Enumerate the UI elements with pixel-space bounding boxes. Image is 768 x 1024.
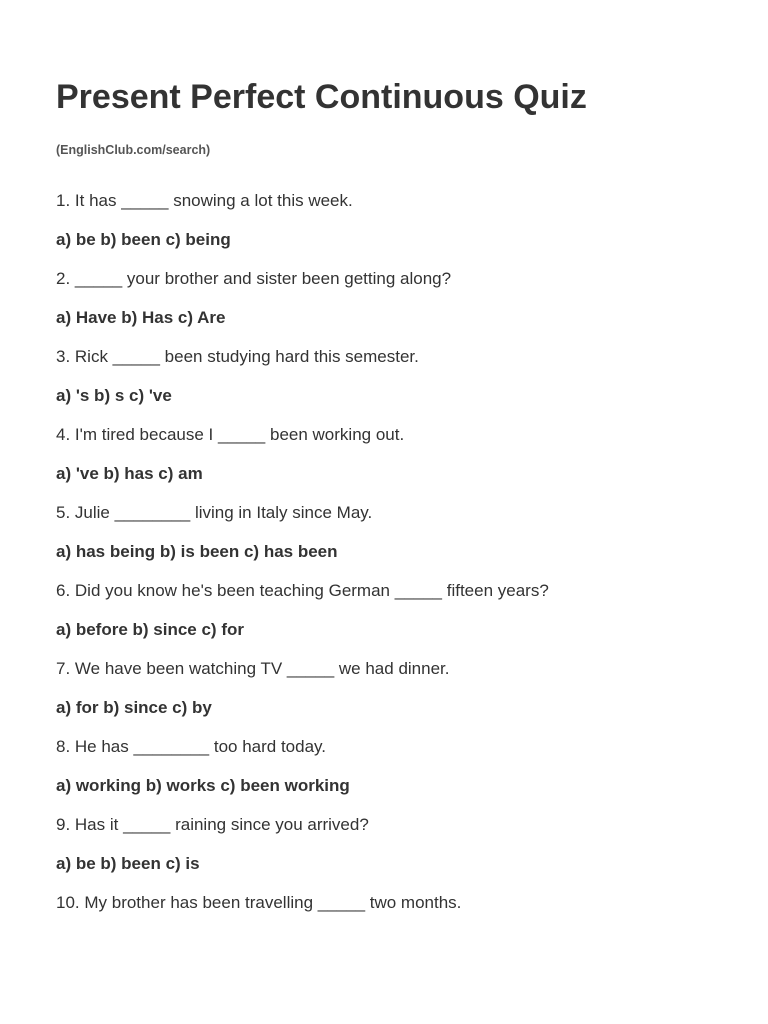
answer-options: a) 've b) has c) am [56, 464, 203, 483]
question-item-4 [56, 424, 736, 485]
answer-options: a) 's b) s c) 've [56, 386, 172, 405]
question-text: 9. Has it _____ raining since you arrived? [56, 815, 369, 834]
question-text: 6. Did you know he's been teaching German _____ fifteen years? [56, 581, 549, 600]
question-text: 7. We have been watching TV _____ we had dinner. [56, 659, 450, 678]
question-item-5 [56, 502, 736, 563]
answer-options: a) working b) works c) been working [56, 776, 350, 795]
question-text: 2. _____ your brother and sister been getting along? [56, 269, 452, 288]
question-item-2 [56, 268, 736, 329]
question-item-8 [56, 736, 736, 797]
question-item-3 [56, 346, 736, 407]
page-title: Present Perfect Continuous Quiz [56, 78, 587, 116]
question-item-9 [56, 814, 736, 875]
question-item-6 [56, 580, 736, 641]
answer-options: a) has being b) is been c) has been [56, 542, 338, 561]
answer-options: a) be b) been c) is [56, 854, 200, 873]
question-text: 1. It has _____ snowing a lot this week. [56, 191, 353, 210]
answer-options: a) before b) since c) for [56, 620, 244, 639]
source-note: (EnglishClub.com/search) [56, 143, 211, 157]
answer-options: a) Have b) Has c) Are [56, 308, 226, 327]
question-text: 8. He has ________ too hard today. [56, 737, 326, 756]
question-text: 5. Julie ________ living in Italy since May. [56, 503, 373, 522]
question-text: 10. My brother has been travelling _____ two months. [56, 893, 462, 912]
answer-options: a) be b) been c) being [56, 230, 231, 249]
question-item-1 [56, 190, 736, 251]
question-text: 4. I'm tired because I _____ been working out. [56, 425, 405, 444]
question-text: 3. Rick _____ been studying hard this semester. [56, 347, 419, 366]
question-list [56, 190, 736, 931]
question-item-7 [56, 658, 736, 719]
question-item-10 [56, 892, 736, 914]
answer-options: a) for b) since c) by [56, 698, 212, 717]
